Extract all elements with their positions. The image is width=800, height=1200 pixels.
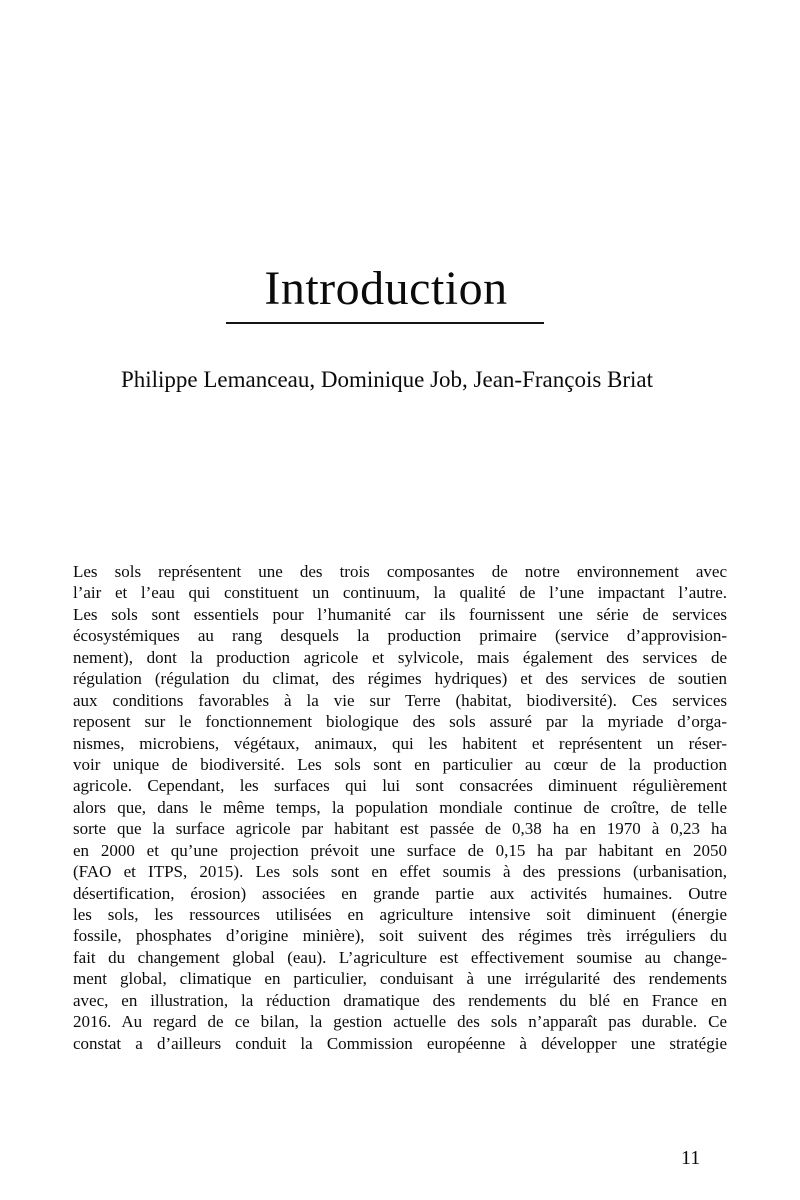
text-line: alors que, dans le même temps, la population mondiale continue de croître, de telle [73,797,727,817]
text-line: sorte que la surface agricole par habitant est passée de 0,38 ha en 1970 à 0,23 ha [73,819,727,839]
text-line: Les sols sont essentiels pour l’humanité car ils fournissent une série de services [73,604,727,624]
text-line: voir unique de biodiversité. Les sols sont en particulier au cœur de la production [73,754,727,774]
text-line: désertification, érosion) associées en grande partie aux activités humaines. Outre [73,883,727,903]
text-line: les sols, les ressources utilisées en agriculture intensive soit diminuent (énergie [73,905,727,924]
authors-line: Philippe Lemanceau, Dominique Job, Jean-François Briat [120,367,654,392]
text-line: l’air et l’eau qui constituent un continuum, la qualité de l’une impactant l’autre. [73,583,727,603]
text-line: avec, en illustration, la réduction dramatique des rendements du blé en France en [73,990,727,1010]
text-line: reposent sur le fonctionnement biologique des sols assuré par la myriade d’orga- [73,712,727,732]
text-line: agricole. Cependant, les surfaces qui lui sont consacrées diminuent régulièrement [73,776,727,796]
title-underline-rule [226,322,544,324]
text-line: en 2000 et qu’une projection prévoit une surface de 0,15 ha par habitant en 2050 [73,840,727,860]
body-text [73,561,727,1054]
text-line: fossile, phosphates d’origine minière), soit suivent des régimes très irréguliers du [73,926,727,946]
page-number: 11 [681,1147,701,1169]
text-line: écosystémiques au rang desquels la production primaire (service d’approvision- [73,626,727,646]
text-line: Les sols représentent une des trois composantes de notre environnement avec [73,562,727,581]
text-line: 2016. Au regard de ce bilan, la gestion actuelle des sols n’apparaît pas durable. Ce [73,1012,727,1032]
text-line: ment global, climatique en particulier, conduisant à une irrégularité des rendements [73,969,727,989]
text-line: fait du changement global (eau). L’agriculture est effectivement soumise au change- [73,947,727,967]
text-line: nismes, microbiens, végétaux, animaux, qui les habitent et représentent un réser- [73,733,727,753]
chapter-title: Introduction [264,262,508,315]
text-line: régulation (régulation du climat, des régimes hydriques) et des services de soutien [73,669,727,689]
text-line: constat a d’ailleurs conduit la Commission européenne à développer une stratégie [73,1033,727,1053]
text-line: nement), dont la production agricole et sylvicole, mais également des services de [73,647,727,667]
text-line: aux conditions favorables à la vie sur Terre (habitat, biodiversité). Ces services [73,690,727,710]
text-line: (FAO et ITPS, 2015). Les sols sont en effet soumis à des pressions (urbanisation, [73,862,727,882]
